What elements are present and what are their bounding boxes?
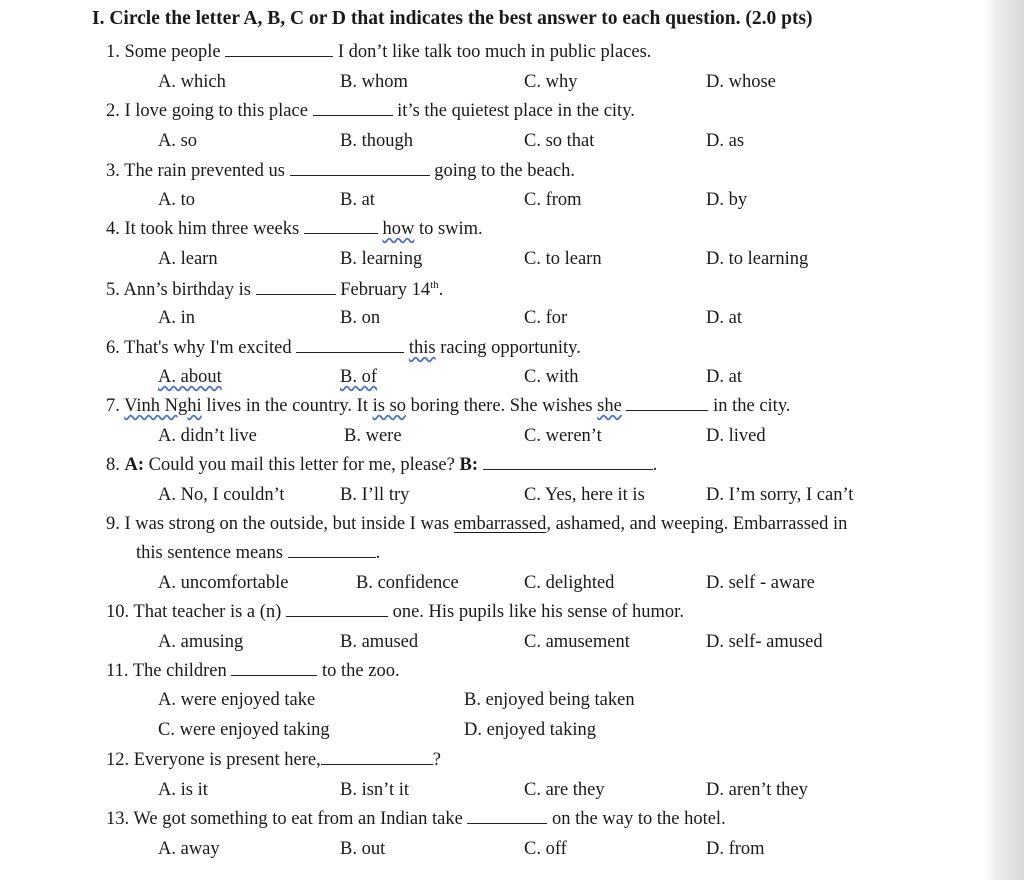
answer-blank [626, 396, 708, 411]
answer-blank [296, 338, 404, 353]
option-a: A. which [158, 72, 226, 92]
question-9-continued: this sentence means . [136, 543, 381, 563]
question-9: 9. I was strong on the outside, but inside I was embarrassed, ashamed, and weeping. Embarrassed in [106, 514, 848, 534]
option-b: B. I’ll try [340, 485, 410, 505]
option-b: B. confidence [356, 573, 459, 593]
option-a: A. didn’t live [158, 426, 257, 446]
option-b: B. at [340, 190, 375, 210]
option-a: A. so [158, 131, 198, 151]
option-c: C. off [524, 839, 567, 859]
option-d: D. at [706, 367, 742, 387]
option-d: D. at [706, 308, 742, 328]
option-a: A. away [158, 839, 220, 859]
option-b: B. learning [340, 249, 423, 269]
option-c: C. were enjoyed taking [158, 720, 330, 740]
option-a: A. is it [158, 780, 208, 800]
option-b: B. out [340, 839, 386, 859]
answer-blank [313, 101, 393, 116]
question-11: 11. The children to the zoo. [106, 661, 400, 681]
answer-blank [304, 219, 378, 234]
answer-blank [321, 750, 433, 765]
option-a: A. No, I couldn’t [158, 485, 285, 505]
option-b: B. were [344, 426, 402, 446]
option-d: D. self- amused [706, 632, 823, 652]
option-b: B. of [340, 367, 377, 387]
question-7: 7. Vinh Nghi lives in the country. It is so boring there. She wishes she in the city. [106, 396, 791, 416]
option-c: C. why [524, 72, 578, 92]
option-a: A. learn [158, 249, 218, 269]
option-d: D. aren’t they [706, 780, 808, 800]
option-d: D. as [706, 131, 745, 151]
window-edge [984, 0, 1024, 880]
option-a: A. amusing [158, 632, 244, 652]
option-d: D. lived [706, 426, 766, 446]
option-b: B. isn’t it [340, 780, 410, 800]
question-10: 10. That teacher is a (n) one. His pupils like his sense of humor. [106, 602, 684, 622]
answer-blank [467, 809, 547, 824]
question-12: 12. Everyone is present here, ? [106, 750, 441, 770]
question-13: 13. We got something to eat from an Indian take on the way to the hotel. [106, 809, 726, 829]
option-d: D. self - aware [706, 573, 815, 593]
option-c: C. delighted [524, 573, 615, 593]
option-c: C. to learn [524, 249, 602, 269]
answer-blank [288, 543, 376, 558]
question-4: 4. It took him three weeks how to swim. [106, 219, 483, 239]
option-b: B. whom [340, 72, 408, 92]
answer-blank [286, 602, 388, 617]
option-d: D. by [706, 190, 748, 210]
option-a: A. to [158, 190, 195, 210]
option-c: C. are they [524, 780, 605, 800]
option-a: A. uncomfortable [158, 573, 289, 593]
option-c: C. amusement [524, 632, 630, 652]
option-b: B. though [340, 131, 413, 151]
option-d: D. from [706, 839, 765, 859]
answer-blank [290, 161, 430, 176]
option-b: B. on [340, 308, 381, 328]
option-d: D. enjoyed taking [464, 720, 597, 740]
answer-blank [225, 42, 333, 57]
option-b: B. enjoyed being taken [464, 690, 635, 710]
option-c: C. from [524, 190, 582, 210]
option-b: B. amused [340, 632, 419, 652]
option-d: D. whose [706, 72, 776, 92]
question-2: 2. I love going to this place it’s the quietest place in the city. [106, 101, 635, 121]
answer-blank [231, 661, 317, 676]
question-6: 6. That's why I'm excited this racing opportunity. [106, 338, 581, 358]
option-c: C. for [524, 308, 568, 328]
option-d: D. to learning [706, 249, 809, 269]
answer-blank [256, 280, 336, 295]
option-c: C. so that [524, 131, 595, 151]
option-a: A. in [158, 308, 195, 328]
answer-blank [483, 455, 653, 470]
option-c: C. Yes, here it is [524, 485, 645, 505]
question-3: 3. The rain prevented us going to the beach. [106, 161, 575, 181]
section-heading: I. Circle the letter A, B, C or D that indicates the best answer to each question. (2.0 pts) [92, 8, 813, 29]
question-1: 1. Some people I don’t like talk too much in public places. [106, 42, 652, 62]
question-8: 8. A: Could you mail this letter for me, please? B: . [106, 455, 658, 475]
option-d: D. I’m sorry, I can’t [706, 485, 854, 505]
option-a: A. about [158, 367, 222, 387]
option-c: C. weren’t [524, 426, 602, 446]
option-a: A. were enjoyed take [158, 690, 316, 710]
question-5: 5. Ann’s birthday is February 14th. [106, 279, 444, 301]
option-c: C. with [524, 367, 579, 387]
